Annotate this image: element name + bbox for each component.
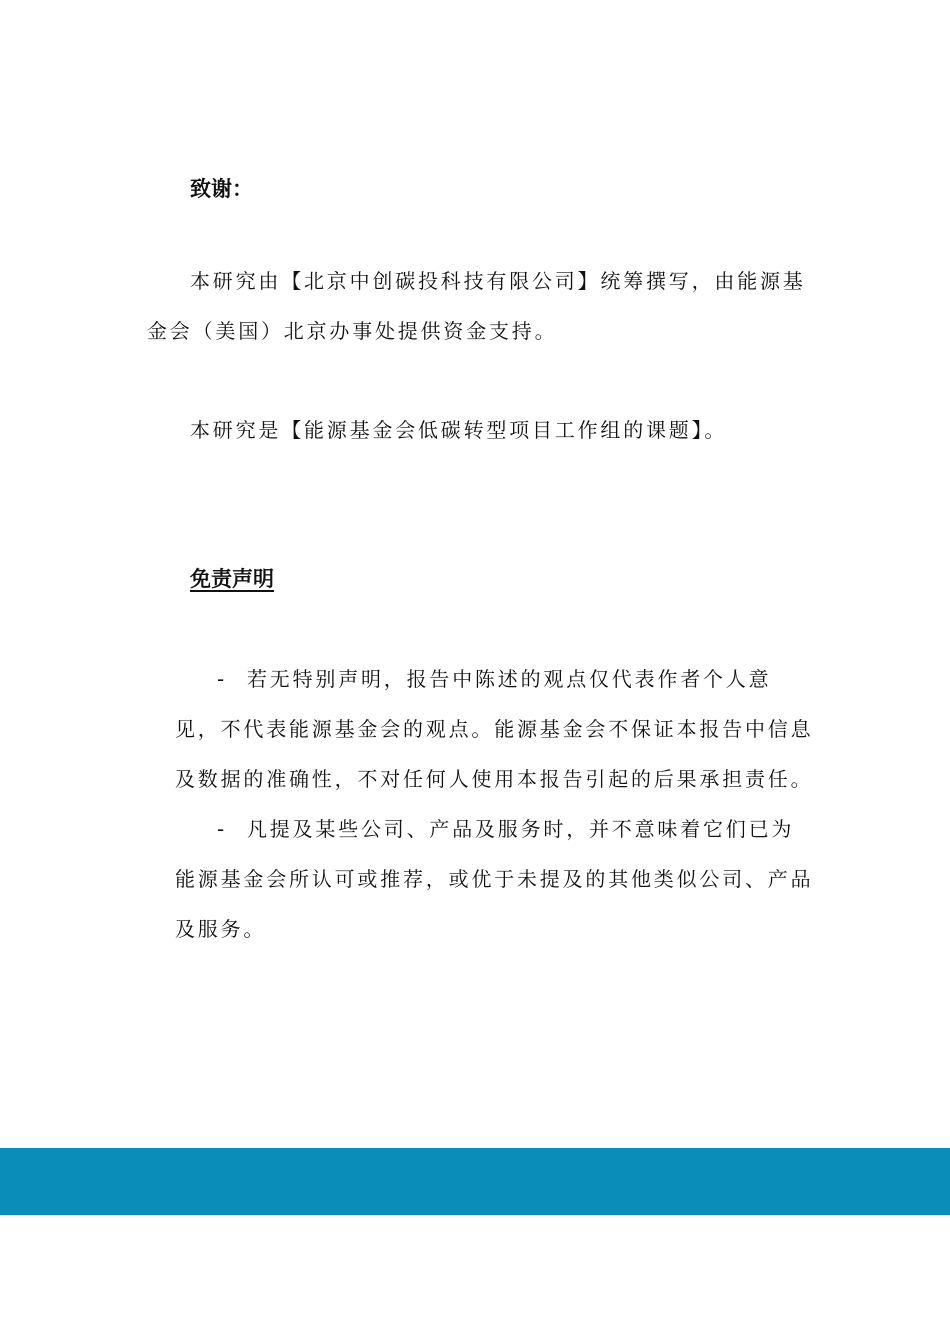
- disclaimer-item: [175, 654, 815, 804]
- bullet-dash: -: [217, 667, 228, 691]
- bullet-dash: -: [217, 817, 228, 841]
- acknowledgement-paragraph-funding: 本研究由【北京中创碳投科技有限公司】统筹撰写，由能源基金会（美国）北京办事处提供资金支持。: [147, 269, 806, 343]
- acknowledgement-paragraph-project: 本研究是【能源基金会低碳转型项目工作组的课题】。: [190, 418, 728, 442]
- footer-color-band: [0, 1148, 950, 1215]
- disclaimer-heading: 免责声明: [190, 567, 274, 591]
- disclaimer-item-text: 若无特别声明，报告中陈述的观点仅代表作者个人意见，不代表能源基金会的观点。能源基金会不保证本报告中信息及数据的准确性，不对任何人使用本报告引起的后果承担责任。: [175, 667, 814, 791]
- disclaimer-item: [175, 804, 815, 954]
- disclaimer-item-text: 凡提及某些公司、产品及服务时，并不意味着它们已为能源基金会所认可或推荐，或优于未提及的其他类似公司、产品及服务。: [175, 817, 814, 941]
- acknowledgement-heading: 致谢：: [190, 177, 253, 201]
